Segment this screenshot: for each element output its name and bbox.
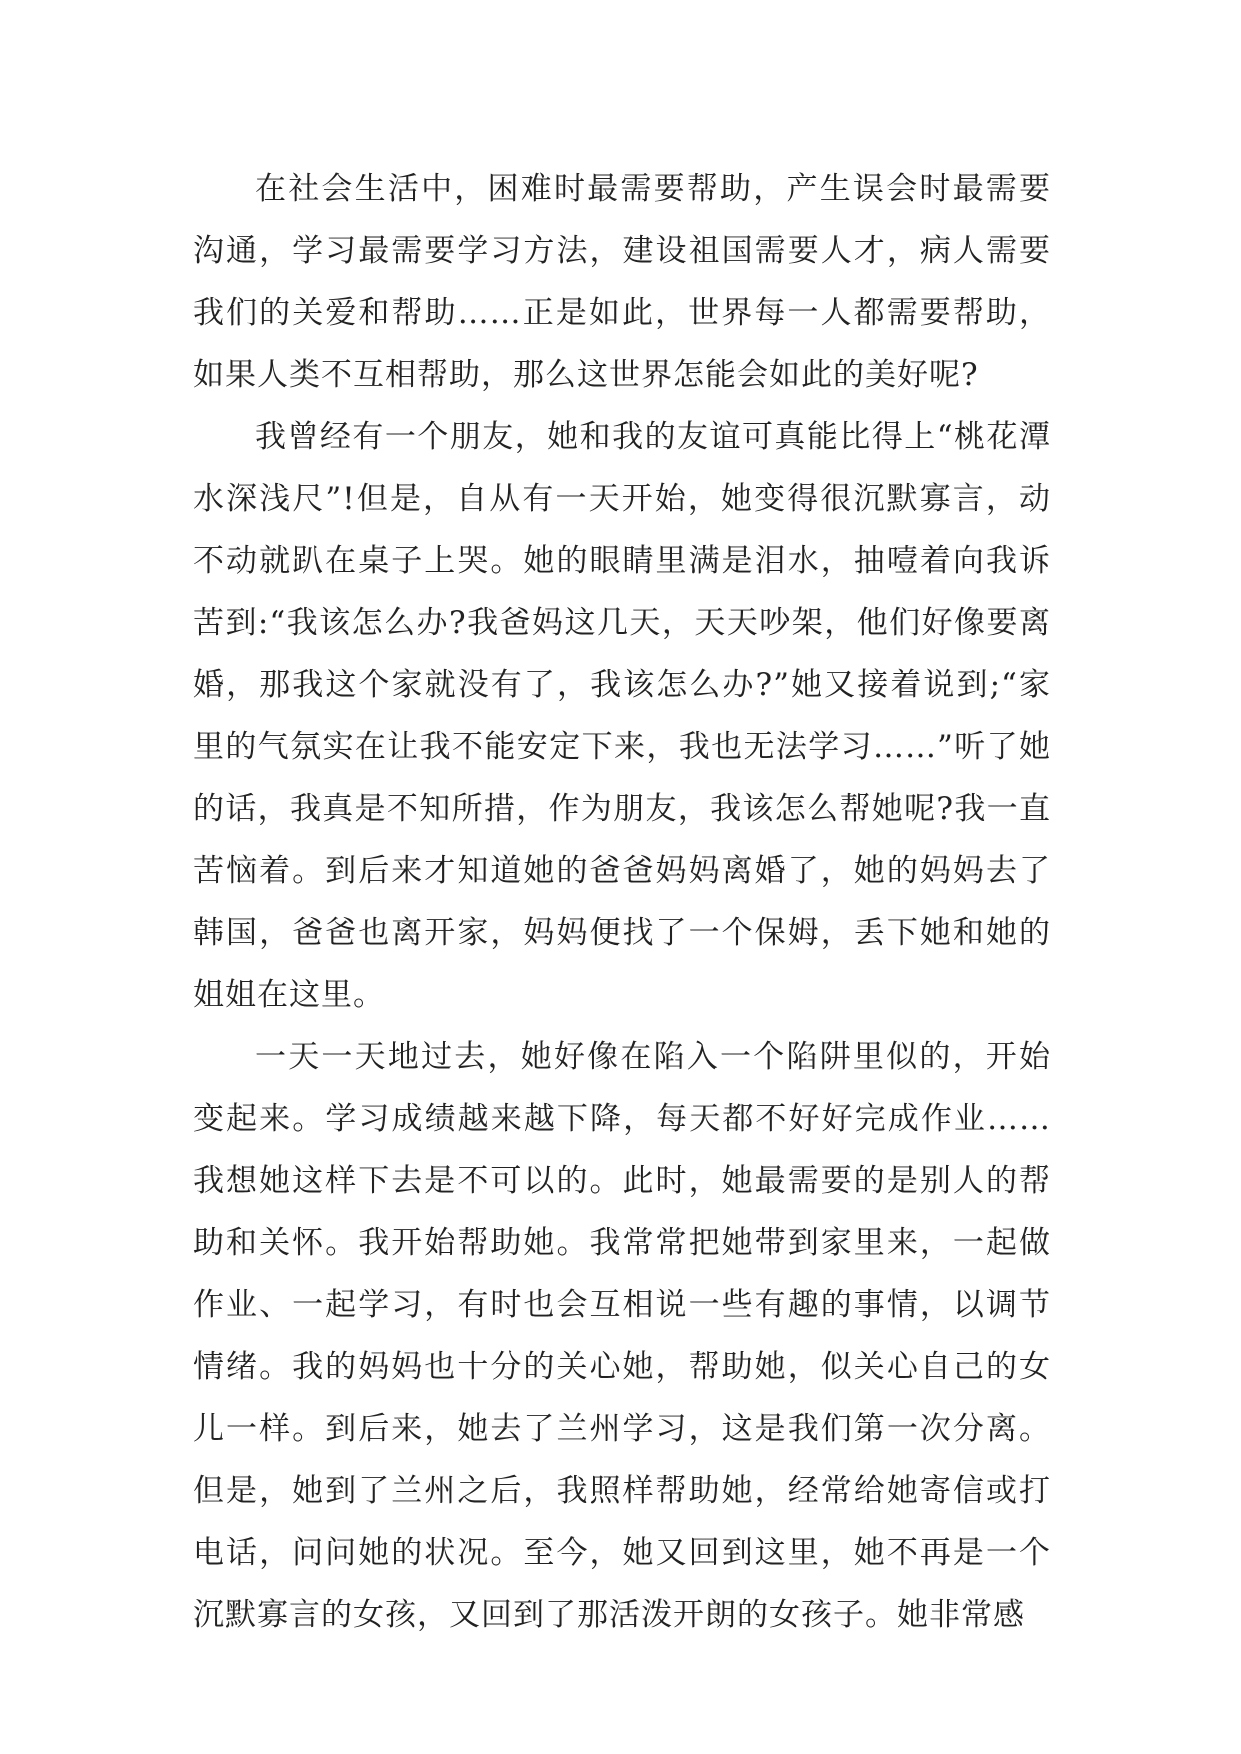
paragraph-1: 在社会生活中，困难时最需要帮助，产生误会时最需要沟通，学习最需要学习方法，建设祖国需要人才，病人需要我们的关爱和帮助……正是如此，世界每一人都需要帮助，如果人类不互相帮助，那么这世界怎能会如此的美好呢? [193,171,1051,393]
paragraph-3: 一天一天地过去，她好像在陷入一个陷阱里似的，开始变起来。学习成绩越来越下降，每天都不好好完成作业……我想她这样下去是不可以的。此时，她最需要的是别人的帮助和关怀。我开始帮助她。我常常把她带到家里来，一起做作业、一起学习，有时也会互相说一些有趣的事情，以调节情绪。我的妈妈也十分的关心她，帮助她，似关心自己的女儿一样。到后来，她去了兰州学习，这是我们第一次分离。但是，她到了兰州之后，我照样帮助她，经常给她寄信或打电话，问问她的状况。至今，她又回到这里，她不再是一个沉默寡言的女孩，又回到了那活泼开朗的女孩子。她非常感 [193,1039,1051,1633]
document-body [193,158,1051,1646]
paragraph-2: 我曾经有一个朋友，她和我的友谊可真能比得上“桃花潭水深浅尺”!但是，自从有一天开始，她变得很沉默寡言，动不动就趴在桌子上哭。她的眼睛里满是泪水，抽噎着向我诉苦到:“我该怎么办?我爸妈这几天，天天吵架，他们好像要离婚，那我这个家就没有了，我该怎么办?”她又接着说到;“家里的气氛实在让我不能安定下来，我也无法学习……”听了她的话，我真是不知所措，作为朋友，我该怎么帮她呢?我一直苦恼着。到后来才知道她的爸爸妈妈离婚了，她的妈妈去了韩国，爸爸也离开家，妈妈便找了一个保姆，丢下她和她的姐姐在这里。 [193,419,1051,1013]
